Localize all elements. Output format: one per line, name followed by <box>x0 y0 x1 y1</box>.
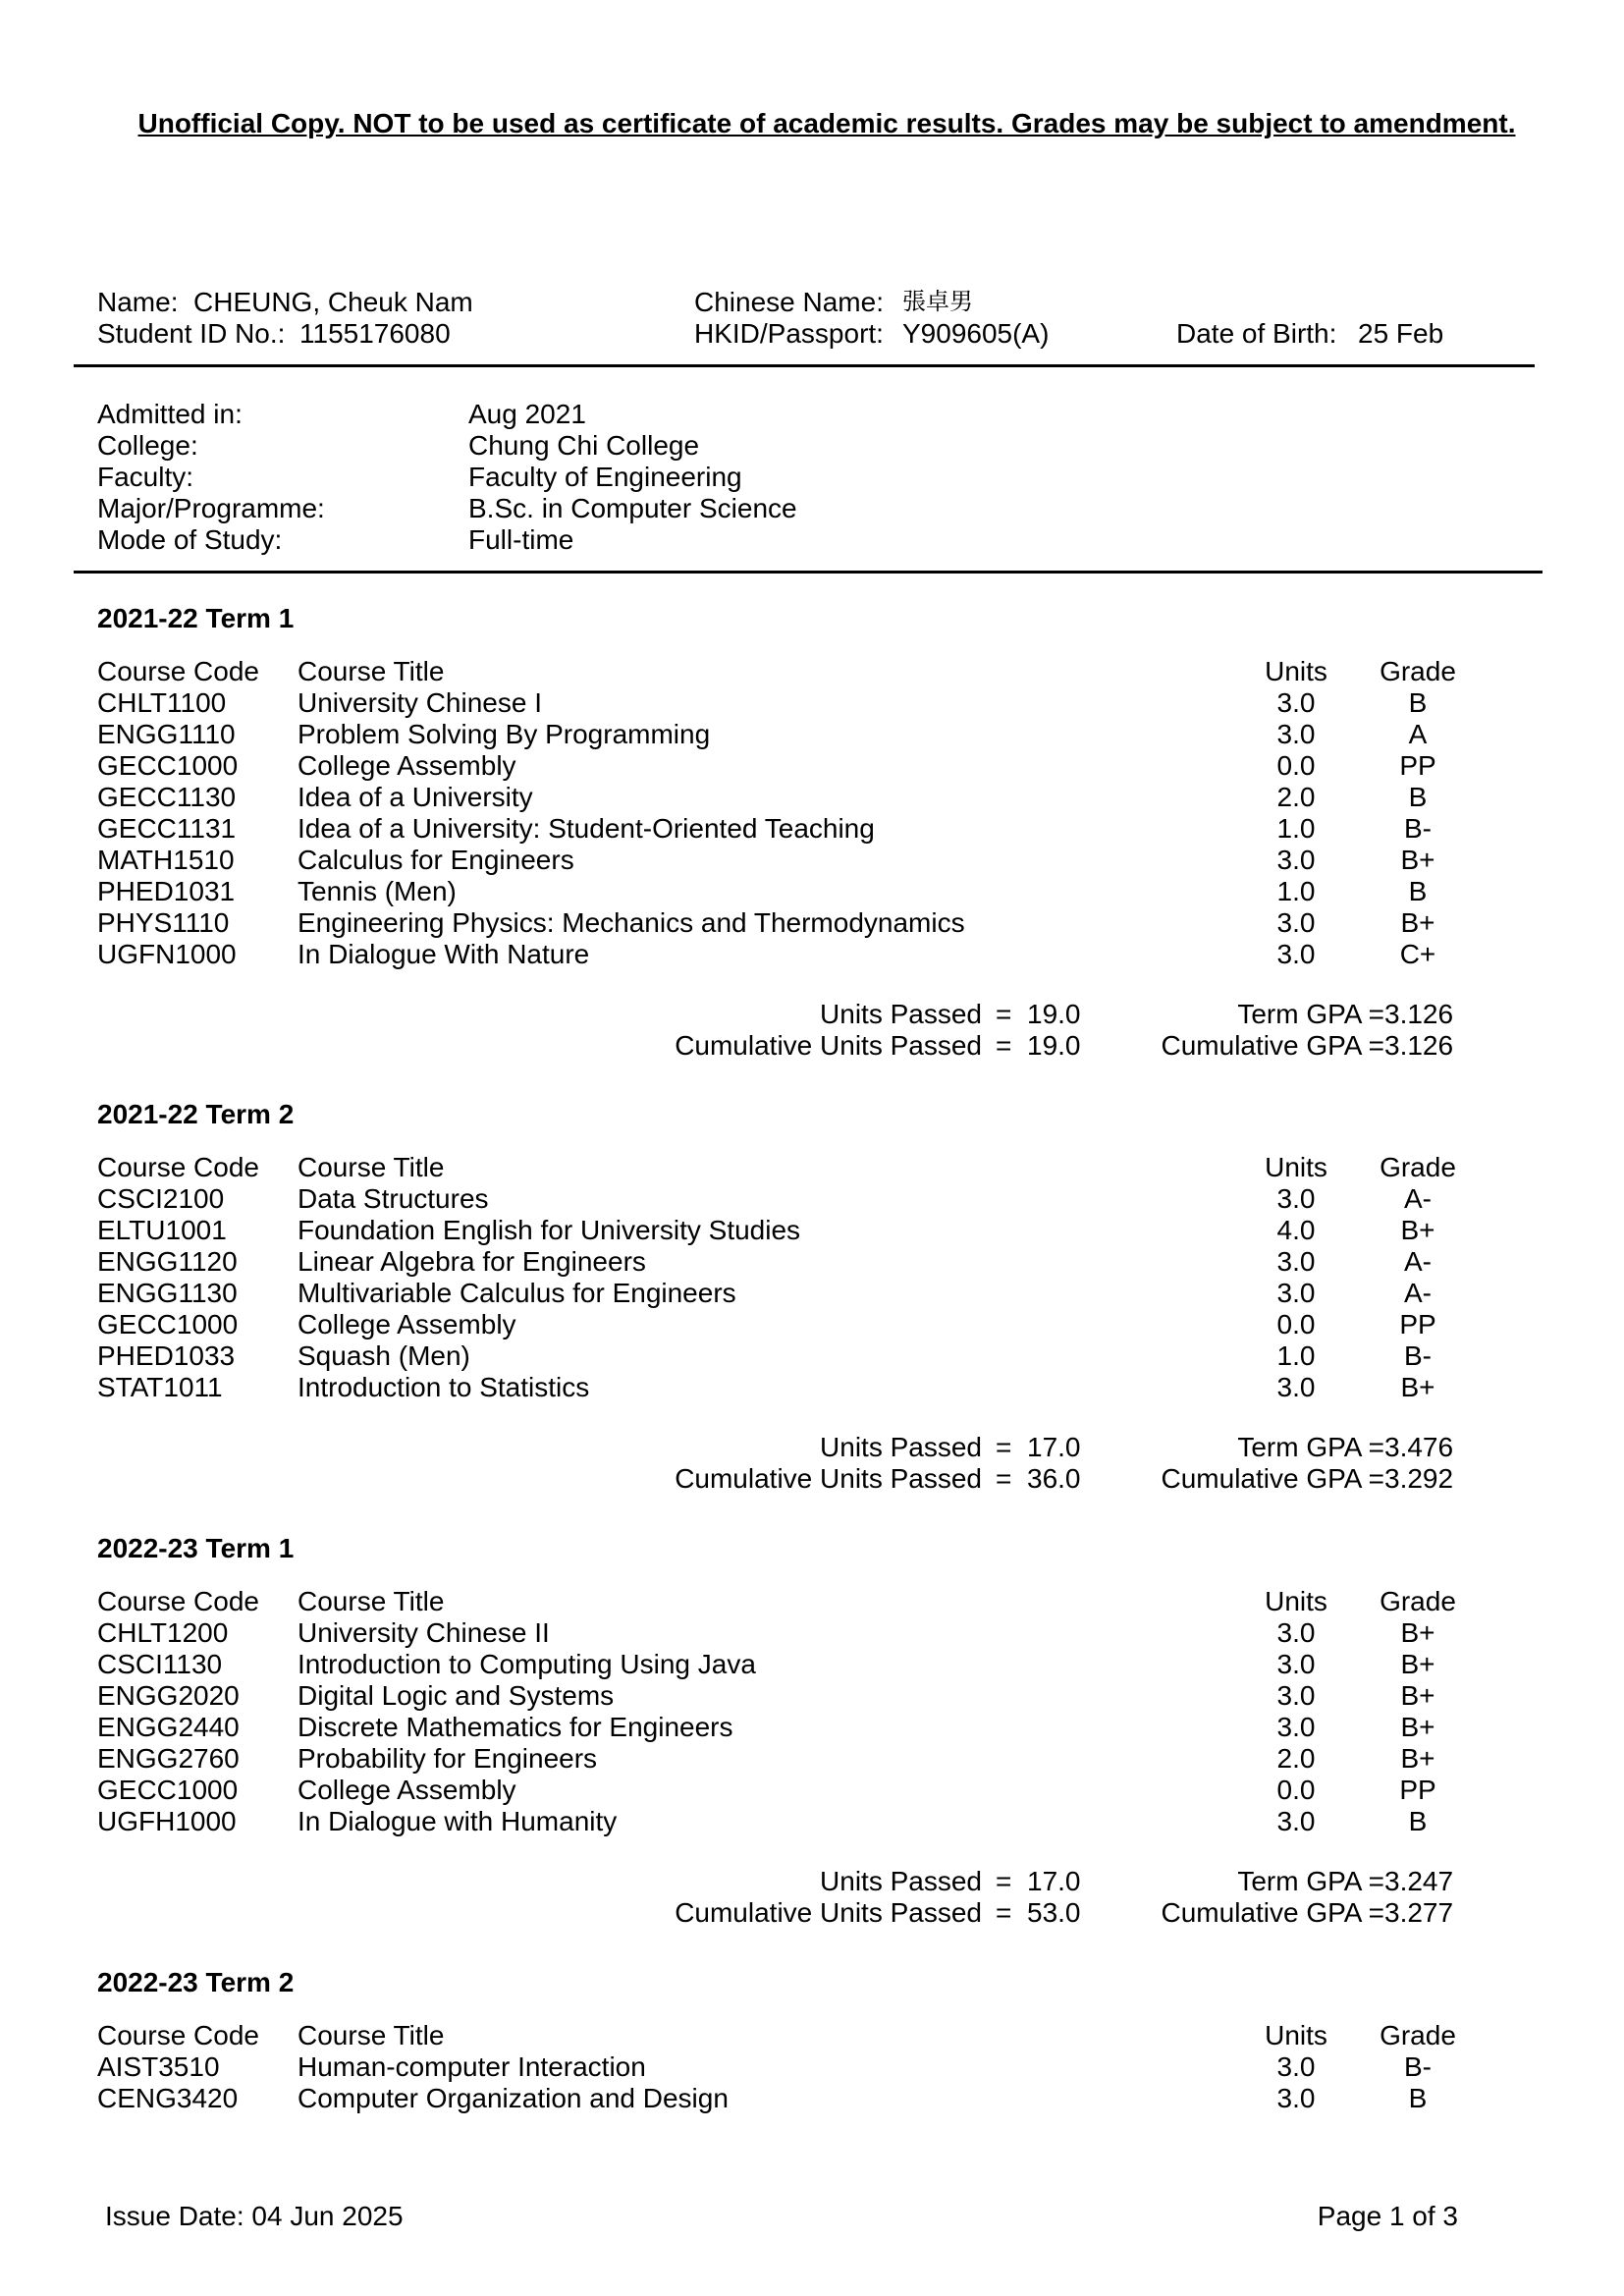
course-grade: A- <box>1404 1246 1432 1277</box>
student-name: CHEUNG, Cheuk Nam <box>193 287 473 317</box>
course-code: STAT1011 <box>97 1372 223 1402</box>
course-grade: B+ <box>1400 1743 1435 1774</box>
course-grade: A- <box>1404 1278 1432 1308</box>
dob-label: Date of Birth: <box>1176 318 1337 349</box>
header-course-title: Course Title <box>298 2020 445 2050</box>
course-code: CENG3420 <box>97 2083 239 2113</box>
course-units: 3.0 <box>1276 907 1316 938</box>
cumulative-gpa-label: Cumulative GPA = <box>1161 1463 1384 1494</box>
chinese-name: 張卓男 <box>902 289 973 315</box>
course-grade: B+ <box>1400 1372 1435 1402</box>
units-passed-label: Units Passed <box>820 999 982 1029</box>
course-title: College Assembly <box>298 750 516 781</box>
course-title: College Assembly <box>298 1775 516 1805</box>
course-units: 0.0 <box>1276 1309 1316 1339</box>
units-passed-value: 19.0 <box>1027 999 1081 1029</box>
course-units: 3.0 <box>1276 719 1316 749</box>
hkid-value: Y909605(A) <box>902 318 1050 349</box>
cumulative-gpa-label: Cumulative GPA = <box>1161 1897 1384 1928</box>
cumulative-gpa-value: 3.277 <box>1384 1897 1454 1928</box>
course-code: ENGG2020 <box>97 1680 240 1711</box>
course-grade: B <box>1408 687 1428 718</box>
faculty-value: Faculty of Engineering <box>468 462 742 492</box>
course-title: Introduction to Statistics <box>298 1372 590 1402</box>
course-code: UGFN1000 <box>97 939 237 969</box>
hkid-label: HKID/Passport: <box>694 318 884 349</box>
header-grade: Grade <box>1380 1586 1456 1616</box>
course-code: ELTU1001 <box>97 1215 227 1245</box>
units-passed-label: Units Passed <box>820 1432 982 1462</box>
equals-sign: = <box>996 1030 1012 1061</box>
course-grade: B+ <box>1400 1649 1435 1679</box>
cumulative-gpa-value: 3.126 <box>1384 1030 1454 1061</box>
course-grade: B <box>1408 782 1428 812</box>
course-title: Probability for Engineers <box>298 1743 598 1774</box>
course-grade: B+ <box>1400 1712 1435 1742</box>
course-title: University Chinese I <box>298 687 542 718</box>
course-units: 3.0 <box>1276 687 1316 718</box>
term-gpa-value: 3.247 <box>1384 1866 1454 1896</box>
admitted-label: Admitted in: <box>97 399 243 429</box>
header-course-code: Course Code <box>97 1586 259 1616</box>
student-id: 1155176080 <box>299 318 451 349</box>
course-code: GECC1130 <box>97 782 237 812</box>
course-grade: PP <box>1399 750 1436 781</box>
course-units: 3.0 <box>1276 1680 1316 1711</box>
course-grade: B <box>1408 2083 1428 2113</box>
course-grade: B- <box>1404 1340 1432 1371</box>
header-course-code: Course Code <box>97 1152 259 1182</box>
term-gpa-label: Term GPA = <box>1237 999 1384 1029</box>
units-passed-value: 17.0 <box>1027 1432 1081 1462</box>
term-gpa-value: 3.126 <box>1384 999 1454 1029</box>
course-units: 3.0 <box>1276 1183 1316 1214</box>
course-code: MATH1510 <box>97 845 235 875</box>
course-grade: A- <box>1404 1183 1432 1214</box>
student-name-label: Name: <box>97 287 179 317</box>
course-title: Calculus for Engineers <box>298 845 574 875</box>
course-title: University Chinese II <box>298 1617 550 1648</box>
course-units: 4.0 <box>1276 1215 1316 1245</box>
course-code: ENGG2440 <box>97 1712 240 1742</box>
course-grade: B <box>1408 1806 1428 1836</box>
course-title: Problem Solving By Programming <box>298 719 711 749</box>
course-units: 3.0 <box>1276 2051 1316 2082</box>
course-grade: B- <box>1404 2051 1432 2082</box>
major-value: B.Sc. in Computer Science <box>468 493 797 523</box>
college-value: Chung Chi College <box>468 430 700 461</box>
course-code: ENGG1130 <box>97 1278 238 1308</box>
header-course-title: Course Title <box>298 1586 445 1616</box>
header-units: Units <box>1265 1152 1327 1182</box>
term-heading: 2022-23 Term 2 <box>97 1967 295 1997</box>
course-units: 1.0 <box>1276 1340 1316 1371</box>
term-heading: 2021-22 Term 1 <box>97 603 295 633</box>
equals-sign: = <box>996 1432 1012 1462</box>
cumulative-units-label: Cumulative Units Passed <box>675 1030 982 1061</box>
course-title: Foundation English for University Studies <box>298 1215 801 1245</box>
course-title: Discrete Mathematics for Engineers <box>298 1712 733 1742</box>
header-divider <box>74 364 1535 367</box>
faculty-label: Faculty: <box>97 462 194 492</box>
course-code: CHLT1200 <box>97 1617 229 1648</box>
course-code: GECC1000 <box>97 1775 239 1805</box>
course-units: 3.0 <box>1276 939 1316 969</box>
cumulative-units-label: Cumulative Units Passed <box>675 1463 982 1494</box>
course-units: 2.0 <box>1276 1743 1316 1774</box>
programme-divider <box>74 571 1543 574</box>
header-course-code: Course Code <box>97 656 259 686</box>
term-gpa-value: 3.476 <box>1384 1432 1454 1462</box>
cumulative-gpa-label: Cumulative GPA = <box>1161 1030 1384 1061</box>
major-label: Major/Programme: <box>97 493 325 523</box>
course-grade: B+ <box>1400 1680 1435 1711</box>
course-title: In Dialogue With Nature <box>298 939 590 969</box>
term-heading: 2022-23 Term 1 <box>97 1533 295 1563</box>
course-grade: B <box>1408 876 1428 906</box>
header-course-code: Course Code <box>97 2020 259 2050</box>
equals-sign: = <box>996 1463 1012 1494</box>
course-code: PHYS1110 <box>97 907 230 938</box>
course-grade: PP <box>1399 1775 1436 1805</box>
course-title: Digital Logic and Systems <box>298 1680 615 1711</box>
header-grade: Grade <box>1380 2020 1456 2050</box>
mode-label: Mode of Study: <box>97 524 283 555</box>
student-id-label: Student ID No.: <box>97 318 286 349</box>
header-course-title: Course Title <box>298 1152 445 1182</box>
cumulative-units-label: Cumulative Units Passed <box>675 1897 982 1928</box>
course-code: GECC1000 <box>97 750 239 781</box>
course-title: In Dialogue with Humanity <box>298 1806 618 1836</box>
course-title: Engineering Physics: Mechanics and Thermodynamics <box>298 907 965 938</box>
course-title: Tennis (Men) <box>298 876 457 906</box>
course-code: PHED1033 <box>97 1340 236 1371</box>
course-units: 3.0 <box>1276 1649 1316 1679</box>
course-units: 0.0 <box>1276 750 1316 781</box>
cumulative-units-value: 53.0 <box>1027 1897 1081 1928</box>
course-units: 3.0 <box>1276 1372 1316 1402</box>
course-title: Data Structures <box>298 1183 489 1214</box>
header-course-title: Course Title <box>298 656 445 686</box>
equals-sign: = <box>996 1897 1012 1928</box>
course-code: GECC1000 <box>97 1309 239 1339</box>
course-grade: B+ <box>1400 907 1435 938</box>
dob-value: 25 Feb <box>1358 318 1444 349</box>
cumulative-units-value: 19.0 <box>1027 1030 1081 1061</box>
course-code: ENGG1120 <box>97 1246 238 1277</box>
course-code: GECC1131 <box>97 813 237 844</box>
course-grade: C+ <box>1399 939 1436 969</box>
course-grade: A <box>1408 719 1428 749</box>
course-title: Multivariable Calculus for Engineers <box>298 1278 736 1308</box>
course-units: 1.0 <box>1276 876 1316 906</box>
course-title: Idea of a University <box>298 782 533 812</box>
course-title: Introduction to Computing Using Java <box>298 1649 756 1679</box>
course-code: ENGG1110 <box>97 719 236 749</box>
cumulative-units-value: 36.0 <box>1027 1463 1081 1494</box>
course-title: Squash (Men) <box>298 1340 470 1371</box>
course-units: 1.0 <box>1276 813 1316 844</box>
course-units: 3.0 <box>1276 1806 1316 1836</box>
term-heading: 2021-22 Term 2 <box>97 1099 295 1129</box>
course-title: Idea of a University: Student-Oriented Teaching <box>298 813 875 844</box>
course-units: 3.0 <box>1276 2083 1316 2113</box>
admitted-value: Aug 2021 <box>468 399 586 429</box>
header-units: Units <box>1265 1586 1327 1616</box>
course-code: CHLT1100 <box>97 687 227 718</box>
units-passed-label: Units Passed <box>820 1866 982 1896</box>
course-code: CSCI1130 <box>97 1649 223 1679</box>
course-title: Human-computer Interaction <box>298 2051 646 2082</box>
header-units: Units <box>1265 656 1327 686</box>
course-title: Computer Organization and Design <box>298 2083 729 2113</box>
chinese-name-label: Chinese Name: <box>694 287 884 317</box>
header-grade: Grade <box>1380 656 1456 686</box>
course-grade: B+ <box>1400 1215 1435 1245</box>
course-units: 3.0 <box>1276 1246 1316 1277</box>
course-units: 3.0 <box>1276 845 1316 875</box>
course-grade: B- <box>1404 813 1432 844</box>
issue-date: Issue Date: 04 Jun 2025 <box>105 2201 404 2231</box>
page-number: Page 1 of 3 <box>1317 2201 1458 2231</box>
course-code: UGFH1000 <box>97 1806 237 1836</box>
header-grade: Grade <box>1380 1152 1456 1182</box>
course-code: ENGG2760 <box>97 1743 240 1774</box>
course-grade: PP <box>1399 1309 1436 1339</box>
term-gpa-label: Term GPA = <box>1237 1432 1384 1462</box>
cumulative-gpa-value: 3.292 <box>1384 1463 1454 1494</box>
course-code: AIST3510 <box>97 2051 220 2082</box>
header-units: Units <box>1265 2020 1327 2050</box>
course-code: CSCI2100 <box>97 1183 225 1214</box>
units-passed-value: 17.0 <box>1027 1866 1081 1896</box>
course-grade: B+ <box>1400 1617 1435 1648</box>
course-units: 0.0 <box>1276 1775 1316 1805</box>
course-units: 3.0 <box>1276 1617 1316 1648</box>
course-grade: B+ <box>1400 845 1435 875</box>
course-title: College Assembly <box>298 1309 516 1339</box>
mode-value: Full-time <box>468 524 574 555</box>
disclaimer-notice: Unofficial Copy. NOT to be used as certificate of academic results. Grades may be subject to amendment. <box>137 108 1516 138</box>
term-gpa-label: Term GPA = <box>1237 1866 1384 1896</box>
course-units: 2.0 <box>1276 782 1316 812</box>
college-label: College: <box>97 430 198 461</box>
course-units: 3.0 <box>1276 1278 1316 1308</box>
equals-sign: = <box>996 1866 1012 1896</box>
course-units: 3.0 <box>1276 1712 1316 1742</box>
course-code: PHED1031 <box>97 876 236 906</box>
course-title: Linear Algebra for Engineers <box>298 1246 646 1277</box>
equals-sign: = <box>996 999 1012 1029</box>
